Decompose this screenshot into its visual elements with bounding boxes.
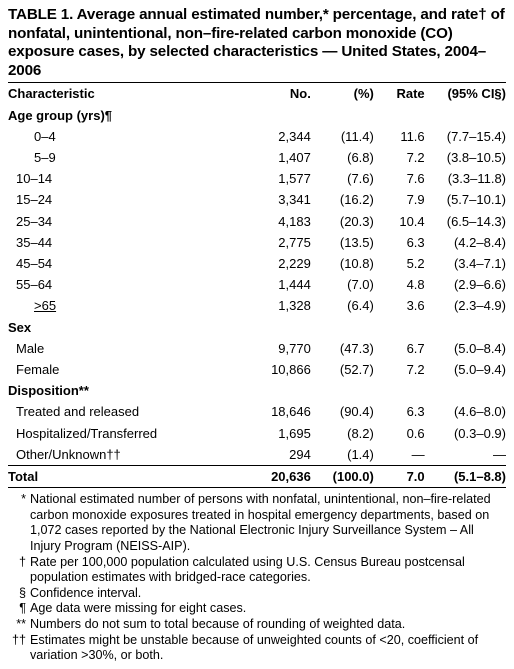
header-pct: (%): [353, 86, 374, 102]
cell-pct: (1.4): [347, 446, 374, 462]
row-label: Treated and released: [16, 404, 140, 420]
cell-pct: (11.4): [340, 128, 374, 144]
footnotes: [8, 492, 506, 664]
footnote: [8, 555, 506, 586]
row-label: 45–54: [16, 256, 53, 271]
cell-rate: 6.3: [406, 404, 425, 420]
bottom-rule: [8, 487, 506, 488]
group-label: Disposition**: [8, 383, 89, 399]
cell-rate: 10.4: [399, 213, 425, 229]
row-label: 35–44: [16, 234, 53, 250]
table-row: [8, 126, 506, 147]
cell-no: 18,646: [271, 404, 311, 420]
cell-pct: (10.8): [339, 256, 374, 271]
cell-rate: 3.6: [406, 298, 425, 314]
cell-pct: (47.3): [339, 340, 374, 356]
cell-no: 1,328: [278, 298, 311, 314]
cell-rate: 7.2: [406, 149, 425, 165]
table-row: [8, 147, 506, 168]
footnote-symbol: *: [21, 492, 26, 507]
cell-ci: (5.7–10.1): [446, 192, 506, 208]
cell-no: 294: [289, 446, 311, 462]
table-row: [8, 444, 506, 466]
row-label: Female: [16, 362, 60, 378]
cell-ci: (2.9–6.6): [453, 277, 506, 293]
total-row: [8, 466, 506, 488]
footnote-text: Estimates might be unstable because of unweighted counts of <20, coefficient of variation >30%, or both.: [30, 632, 479, 663]
cell-ci: (4.2–8.4): [453, 234, 506, 250]
cell-no: 1,407: [278, 149, 311, 165]
cell-rate: 7.9: [406, 192, 425, 208]
table-row: [8, 423, 506, 444]
total-no: 20,636: [248, 466, 311, 488]
footnote-symbol: †: [18, 554, 26, 569]
cell-ci: (0.3–0.9): [453, 425, 506, 441]
cell-ci: (5.0–8.4): [453, 340, 506, 356]
cell-no: 1,444: [278, 277, 311, 293]
cell-no: 2,775: [278, 234, 311, 250]
table-row: [8, 211, 506, 232]
cell-rate: —: [411, 446, 425, 462]
cell-pct: (6.8): [347, 149, 374, 165]
cell-rate: 4.8: [406, 277, 425, 293]
cell-no: 2,344: [278, 128, 311, 144]
cell-ci: (6.5–14.3): [446, 213, 506, 229]
header-characteristic: Characteristic: [8, 86, 95, 102]
footnote: [8, 633, 506, 664]
data-table: [8, 83, 506, 487]
group-label: Age group (yrs)¶: [8, 107, 113, 123]
cell-pct: (13.5): [339, 234, 374, 250]
table-row: [8, 274, 506, 295]
cell-ci: (3.3–11.8): [447, 171, 506, 187]
cell-pct: (90.4): [339, 404, 374, 420]
cell-no: 9,770: [278, 340, 311, 356]
total-pct: (100.0): [311, 466, 374, 488]
cell-no: 2,229: [278, 256, 311, 271]
table-row: [8, 338, 506, 359]
cell-pct: (7.0): [347, 277, 374, 293]
footnote-text: Numbers do not sum to total because of rounding of weighted data.: [30, 616, 406, 631]
cell-rate: 0.6: [406, 425, 425, 441]
cell-rate: 6.7: [406, 340, 425, 356]
row-label: 5–9: [34, 149, 56, 165]
footnote-text: Rate per 100,000 population calculated using U.S. Census Bureau postcensal population estimates with bridged-race categories.: [30, 554, 465, 585]
footnote: [8, 586, 506, 602]
table-body: [8, 105, 506, 488]
footnote-symbol: ¶: [19, 601, 26, 616]
table-row: [8, 359, 506, 380]
table-row: [8, 168, 506, 189]
footnote: [8, 617, 506, 633]
cell-ci: (3.8–10.5): [446, 149, 506, 165]
footnote-symbol: **: [16, 616, 26, 631]
footnote-symbol: ††: [11, 632, 26, 647]
group-row: [8, 105, 506, 126]
row-label: 55–64: [16, 277, 53, 293]
row-label: 25–34: [16, 213, 53, 229]
group-row: [8, 317, 506, 338]
cell-pct: (7.6): [347, 171, 374, 187]
table-row: [8, 189, 506, 210]
row-label: Hospitalized/Transferred: [16, 425, 158, 441]
row-label: Other/Unknown††: [16, 446, 121, 462]
row-label: Male: [16, 340, 45, 356]
cell-pct: (8.2): [347, 425, 374, 441]
total-label: Total: [8, 466, 248, 488]
footnote-text: Confidence interval.: [30, 585, 142, 600]
total-rate: 7.0: [374, 466, 425, 488]
cell-pct: (6.4): [347, 298, 374, 314]
cell-rate: 7.6: [406, 171, 425, 187]
header-no: No.: [289, 86, 311, 102]
cell-ci: (4.6–8.0): [453, 404, 506, 420]
cell-rate: 7.2: [406, 362, 425, 378]
footnote: [8, 601, 506, 617]
header-ci: (95% CI§): [447, 86, 506, 102]
cell-no: 1,577: [278, 171, 311, 187]
cell-no: 10,866: [271, 362, 311, 378]
cell-pct: (16.2): [339, 192, 374, 208]
cell-ci: (3.4–7.1): [453, 256, 506, 271]
table-row: [8, 295, 506, 316]
footnote: [8, 492, 506, 554]
cell-ci: (2.3–4.9): [453, 298, 506, 314]
cell-rate: 5.2: [406, 256, 425, 271]
cell-rate: 11.6: [400, 128, 425, 144]
row-label: >65: [34, 298, 57, 314]
table-row: [8, 253, 506, 274]
cell-no: 1,695: [278, 425, 311, 441]
table-title: TABLE 1. Average annual estimated number,* percentage, and rate† of nonfatal, unintentional, non–fire-related carbon monoxide (CO) exposure cases, by selected characteristics — United States, 2004–2006: [8, 6, 505, 79]
cell-ci: (5.0–9.4): [453, 362, 506, 378]
footnote-symbol: §: [18, 585, 26, 600]
header-row: [8, 83, 506, 104]
footnote-text: Age data were missing for eight cases.: [30, 601, 247, 616]
cell-no: 4,183: [278, 213, 311, 229]
footnote-text: National estimated number of persons with nonfatal, unintentional, non–fire-related carbon monoxide exposures treated in hospital emergency departments, based on 1,072 cases reported by the National Electronic Injury Surveillance System – All Injury Program (NEISS-AIP).: [30, 492, 491, 554]
cell-pct: (52.7): [339, 362, 374, 378]
cell-pct: (20.3): [339, 213, 374, 229]
cell-rate: 6.3: [406, 234, 425, 250]
table-row: [8, 401, 506, 422]
header-rate: Rate: [396, 86, 425, 102]
row-label: 0–4: [34, 128, 56, 144]
total-ci: (5.1–8.8): [425, 466, 506, 488]
group-label: Sex: [8, 319, 32, 335]
cell-ci: —: [493, 446, 506, 462]
cell-no: 3,341: [278, 192, 311, 208]
table-row: [8, 232, 506, 253]
row-label: 10–14: [16, 171, 53, 187]
row-label: 15–24: [16, 192, 53, 208]
group-row: [8, 380, 506, 401]
cell-ci: (7.7–15.4): [446, 128, 506, 144]
